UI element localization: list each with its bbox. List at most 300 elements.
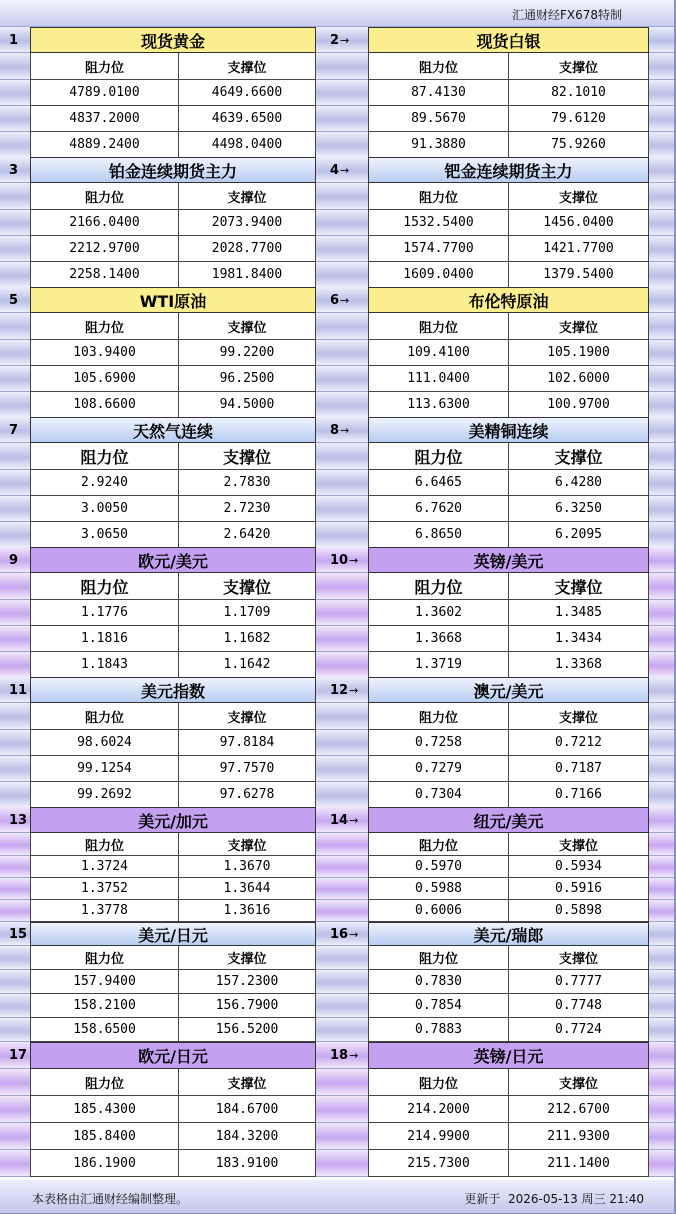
gutter-right <box>649 53 674 80</box>
instrument-number <box>316 922 368 946</box>
support-value: 75.9260 <box>508 132 649 158</box>
resistance-value: 1.3668 <box>368 626 509 652</box>
header-resistance: 阻力位 <box>368 833 509 856</box>
gutter-left <box>0 132 30 158</box>
support-value: 4649.6600 <box>178 80 316 106</box>
gutter-right <box>649 946 674 970</box>
support-value: 2073.9400 <box>178 210 316 236</box>
gutter-right <box>649 106 674 132</box>
header-support: 支撑位 <box>508 703 649 730</box>
resistance-value: 0.7258 <box>368 730 509 756</box>
support-value: 2.7830 <box>178 470 316 496</box>
header-support: 支撑位 <box>178 183 316 210</box>
gutter-right <box>649 970 674 994</box>
instrument-number-text: 11 <box>9 682 28 698</box>
instrument-number-text: 13 <box>9 812 28 828</box>
support-value: 212.6700 <box>508 1096 649 1123</box>
support-value: 82.1010 <box>508 80 649 106</box>
gutter-middle <box>316 573 368 600</box>
support-value: 0.7212 <box>508 730 649 756</box>
gutter-right <box>649 522 674 548</box>
header-support: 支撑位 <box>508 573 649 600</box>
instrument-number <box>316 547 368 573</box>
instrument-number <box>316 287 368 313</box>
gutter-right <box>649 1069 674 1096</box>
resistance-value: 4837.2000 <box>30 106 179 132</box>
gutter-right <box>649 236 674 262</box>
gutter-right <box>649 626 674 652</box>
gutter-middle <box>316 443 368 470</box>
support-value: 2.6420 <box>178 522 316 548</box>
resistance-value: 0.7854 <box>368 994 509 1018</box>
instrument-number <box>0 922 30 946</box>
gutter-right <box>649 80 674 106</box>
gutter-middle <box>316 600 368 626</box>
support-value: 97.7570 <box>178 756 316 782</box>
support-value: 0.7187 <box>508 756 649 782</box>
gutter-right <box>649 677 674 703</box>
support-value: 105.1900 <box>508 340 649 366</box>
instrument-number-text: 8 <box>330 422 340 438</box>
gutter-middle <box>316 900 368 922</box>
instrument-title: 现货黄金 <box>30 27 316 53</box>
gutter-middle <box>316 994 368 1018</box>
resistance-value: 1.1816 <box>30 626 179 652</box>
gutter-left <box>0 730 30 756</box>
support-value: 157.2300 <box>178 970 316 994</box>
gutter-middle <box>316 262 368 288</box>
gutter-right <box>649 1096 674 1123</box>
resistance-value: 89.5670 <box>368 106 509 132</box>
arrow-right-icon: → <box>340 163 350 177</box>
gutter-middle <box>316 970 368 994</box>
header-resistance: 阻力位 <box>30 703 179 730</box>
instrument-title: 欧元/日元 <box>30 1042 316 1069</box>
resistance-value: 214.2000 <box>368 1096 509 1123</box>
header-support: 支撑位 <box>508 183 649 210</box>
gutter-left <box>0 856 30 878</box>
instrument-number-text: 1 <box>9 32 19 48</box>
header-resistance: 阻力位 <box>30 573 179 600</box>
instrument-number-text: 5 <box>9 292 19 308</box>
gutter-middle <box>316 1150 368 1177</box>
instrument-title: 天然气连续 <box>30 417 316 443</box>
gutter-middle <box>316 756 368 782</box>
gutter-right <box>649 287 674 313</box>
gutter-left <box>0 756 30 782</box>
support-value: 79.6120 <box>508 106 649 132</box>
gutter-left <box>0 443 30 470</box>
resistance-value: 3.0650 <box>30 522 179 548</box>
support-value: 183.9100 <box>178 1150 316 1177</box>
instrument-number <box>0 27 30 53</box>
support-value: 1456.0400 <box>508 210 649 236</box>
header-resistance: 阻力位 <box>368 443 509 470</box>
arrow-right-icon: → <box>349 1049 359 1062</box>
resistance-value: 99.2692 <box>30 782 179 808</box>
resistance-value: 1.3719 <box>368 652 509 678</box>
arrow-right-icon: → <box>340 293 350 307</box>
resistance-value: 0.7279 <box>368 756 509 782</box>
gutter-middle <box>316 626 368 652</box>
resistance-value: 91.3880 <box>368 132 509 158</box>
gutter-left <box>0 80 30 106</box>
support-value: 102.6000 <box>508 366 649 392</box>
gutter-left <box>0 392 30 418</box>
gutter-middle <box>316 946 368 970</box>
gutter-left <box>0 1069 30 1096</box>
header-support: 支撑位 <box>508 1069 649 1096</box>
support-value: 6.4280 <box>508 470 649 496</box>
instrument-number <box>316 677 368 703</box>
instrument-number <box>316 417 368 443</box>
gutter-middle <box>316 366 368 392</box>
header-support: 支撑位 <box>178 313 316 340</box>
resistance-value: 1.1843 <box>30 652 179 678</box>
instrument-number <box>316 1042 368 1069</box>
gutter-left <box>0 106 30 132</box>
resistance-value: 1532.5400 <box>368 210 509 236</box>
resistance-value: 111.0400 <box>368 366 509 392</box>
support-value: 184.3200 <box>178 1123 316 1150</box>
resistance-value: 4789.0100 <box>30 80 179 106</box>
support-value: 97.8184 <box>178 730 316 756</box>
resistance-value: 0.5988 <box>368 878 509 900</box>
header-resistance: 阻力位 <box>30 183 179 210</box>
gutter-right <box>649 27 674 53</box>
resistance-value: 1609.0400 <box>368 262 509 288</box>
gutter-right <box>649 132 674 158</box>
gutter-right <box>649 183 674 210</box>
gutter-left <box>0 1150 30 1177</box>
header-support: 支撑位 <box>178 833 316 856</box>
source-label: 汇通财经FX678特制 <box>511 8 622 22</box>
instrument-title: 布伦特原油 <box>368 287 649 313</box>
instrument-number-text: 9 <box>9 552 19 568</box>
header-support: 支撑位 <box>508 833 649 856</box>
arrow-right-icon: → <box>349 683 359 697</box>
header-resistance: 阻力位 <box>368 1069 509 1096</box>
header-resistance: 阻力位 <box>368 53 509 80</box>
gutter-right <box>649 313 674 340</box>
gutter-right <box>649 210 674 236</box>
gutter-middle <box>316 183 368 210</box>
instrument-number <box>0 807 30 833</box>
gutter-left <box>0 366 30 392</box>
gutter-right <box>649 470 674 496</box>
updated-date: 2026-05-13 <box>507 1192 578 1206</box>
gutter-right <box>649 262 674 288</box>
header-resistance: 阻力位 <box>368 946 509 970</box>
gutter-left <box>0 782 30 808</box>
gutter-right <box>649 1018 674 1042</box>
gutter-left <box>0 573 30 600</box>
support-value: 1.3368 <box>508 652 649 678</box>
gutter-right <box>649 730 674 756</box>
support-value: 1.3616 <box>178 900 316 922</box>
gutter-right <box>649 443 674 470</box>
gutter-left <box>0 496 30 522</box>
support-value: 0.5916 <box>508 878 649 900</box>
resistance-value: 6.6465 <box>368 470 509 496</box>
gutter-right <box>649 994 674 1018</box>
instrument-number-text: 7 <box>9 422 19 438</box>
support-value: 0.7166 <box>508 782 649 808</box>
gutter-left <box>0 833 30 856</box>
header-resistance: 阻力位 <box>30 833 179 856</box>
gutter-middle <box>316 53 368 80</box>
arrow-right-icon: → <box>349 553 359 567</box>
gutter-right <box>649 417 674 443</box>
gutter-left <box>0 313 30 340</box>
support-value: 94.5000 <box>178 392 316 418</box>
resistance-value: 108.6600 <box>30 392 179 418</box>
gutter-right <box>649 703 674 730</box>
gutter-right <box>649 922 674 946</box>
resistance-value: 3.0050 <box>30 496 179 522</box>
support-value: 1.3434 <box>508 626 649 652</box>
resistance-value: 0.6006 <box>368 900 509 922</box>
instrument-title: 美元指数 <box>30 677 316 703</box>
header-support: 支撑位 <box>178 703 316 730</box>
support-value: 1421.7700 <box>508 236 649 262</box>
gutter-right <box>649 600 674 626</box>
instrument-number <box>0 677 30 703</box>
resistance-value: 0.5970 <box>368 856 509 878</box>
footer-note: 本表格由汇通财经编制整理。 <box>32 1192 189 1206</box>
instrument-number <box>0 1042 30 1069</box>
header-resistance: 阻力位 <box>368 573 509 600</box>
instrument-number <box>0 287 30 313</box>
instrument-title: 澳元/美元 <box>368 677 649 703</box>
gutter-middle <box>316 1018 368 1042</box>
gutter-left <box>0 1123 30 1150</box>
header-support: 支撑位 <box>508 443 649 470</box>
instrument-number-text: 18 <box>330 1048 349 1063</box>
resistance-value: 185.4300 <box>30 1096 179 1123</box>
instrument-number <box>0 547 30 573</box>
gutter-right <box>649 652 674 678</box>
resistance-value: 98.6024 <box>30 730 179 756</box>
gutter-right <box>649 1123 674 1150</box>
resistance-value: 2166.0400 <box>30 210 179 236</box>
instrument-number-text: 17 <box>9 1048 28 1063</box>
gutter-left <box>0 703 30 730</box>
resistance-value: 105.6900 <box>30 366 179 392</box>
resistance-value: 1.1776 <box>30 600 179 626</box>
gutter-middle <box>316 833 368 856</box>
support-value: 1.1642 <box>178 652 316 678</box>
gutter-middle <box>316 1069 368 1096</box>
gutter-middle <box>316 652 368 678</box>
header-support: 支撑位 <box>508 313 649 340</box>
gutter-left <box>0 878 30 900</box>
gutter-right <box>649 496 674 522</box>
support-value: 0.5934 <box>508 856 649 878</box>
gutter-left <box>0 470 30 496</box>
gutter-left <box>0 1096 30 1123</box>
support-value: 184.6700 <box>178 1096 316 1123</box>
gutter-left <box>0 626 30 652</box>
instrument-number <box>316 27 368 53</box>
gutter-right <box>649 756 674 782</box>
gutter-left <box>0 262 30 288</box>
gutter-middle <box>316 132 368 158</box>
resistance-value: 158.2100 <box>30 994 179 1018</box>
resistance-value: 157.9400 <box>30 970 179 994</box>
support-value: 1.3644 <box>178 878 316 900</box>
gutter-middle <box>316 106 368 132</box>
resistance-value: 0.7883 <box>368 1018 509 1042</box>
gutter-left <box>0 183 30 210</box>
instrument-title: 欧元/美元 <box>30 547 316 573</box>
support-value: 156.7900 <box>178 994 316 1018</box>
support-value: 6.2095 <box>508 522 649 548</box>
header-resistance: 阻力位 <box>368 313 509 340</box>
gutter-middle <box>316 210 368 236</box>
gutter-left <box>0 652 30 678</box>
support-value: 0.7748 <box>508 994 649 1018</box>
instrument-number-text: 2 <box>330 32 340 48</box>
header-support: 支撑位 <box>508 946 649 970</box>
instrument-title: 钯金连续期货主力 <box>368 157 649 183</box>
gutter-right <box>649 392 674 418</box>
header-resistance: 阻力位 <box>30 443 179 470</box>
instrument-number-text: 10 <box>330 552 349 568</box>
support-value: 6.3250 <box>508 496 649 522</box>
support-value: 0.7777 <box>508 970 649 994</box>
updated-weekday: 周三 <box>581 1192 606 1206</box>
resistance-value: 113.6300 <box>368 392 509 418</box>
gutter-right <box>649 1150 674 1177</box>
resistance-value: 1.3602 <box>368 600 509 626</box>
gutter-right <box>649 878 674 900</box>
gutter-left <box>0 1018 30 1042</box>
instrument-number-text: 14 <box>330 812 349 828</box>
instrument-number-text: 16 <box>330 926 349 942</box>
instrument-number <box>316 807 368 833</box>
instrument-number-text: 4 <box>330 162 340 178</box>
support-value: 100.9700 <box>508 392 649 418</box>
support-value: 0.7724 <box>508 1018 649 1042</box>
instrument-title: WTI原油 <box>30 287 316 313</box>
support-value: 156.5200 <box>178 1018 316 1042</box>
resistance-value: 6.7620 <box>368 496 509 522</box>
header-support: 支撑位 <box>178 573 316 600</box>
gutter-right <box>649 340 674 366</box>
instrument-title: 美元/瑞郎 <box>368 922 649 946</box>
resistance-value: 6.8650 <box>368 522 509 548</box>
support-value: 1.1682 <box>178 626 316 652</box>
support-value: 1.3485 <box>508 600 649 626</box>
gutter-left <box>0 53 30 80</box>
instrument-title: 现货白银 <box>368 27 649 53</box>
gutter-middle <box>316 856 368 878</box>
instrument-title: 铂金连续期货主力 <box>30 157 316 183</box>
gutter-right <box>649 833 674 856</box>
resistance-value: 2.9240 <box>30 470 179 496</box>
gutter-right <box>649 856 674 878</box>
footer-bar <box>0 1180 674 1213</box>
header-support: 支撑位 <box>508 53 649 80</box>
header-resistance: 阻力位 <box>368 183 509 210</box>
gutter-left <box>0 946 30 970</box>
resistance-value: 87.4130 <box>368 80 509 106</box>
resistance-value: 0.7830 <box>368 970 509 994</box>
gutter-middle <box>316 1096 368 1123</box>
support-value: 1.3670 <box>178 856 316 878</box>
gutter-middle <box>316 80 368 106</box>
arrow-right-icon: → <box>340 423 350 437</box>
gutter-left <box>0 994 30 1018</box>
header-resistance: 阻力位 <box>30 1069 179 1096</box>
header-support: 支撑位 <box>178 53 316 80</box>
resistance-value: 2258.1400 <box>30 262 179 288</box>
instrument-title: 英镑/日元 <box>368 1042 649 1069</box>
gutter-middle <box>316 470 368 496</box>
resistance-value: 109.4100 <box>368 340 509 366</box>
resistance-value: 185.8400 <box>30 1123 179 1150</box>
gutter-right <box>649 573 674 600</box>
support-value: 1.1709 <box>178 600 316 626</box>
resistance-value: 0.7304 <box>368 782 509 808</box>
header-support: 支撑位 <box>178 1069 316 1096</box>
header-resistance: 阻力位 <box>30 53 179 80</box>
instrument-title: 美精铜连续 <box>368 417 649 443</box>
gutter-right <box>649 366 674 392</box>
support-value: 4498.0400 <box>178 132 316 158</box>
resistance-value: 186.1900 <box>30 1150 179 1177</box>
gutter-left <box>0 600 30 626</box>
resistance-value: 1.3752 <box>30 878 179 900</box>
support-value: 0.5898 <box>508 900 649 922</box>
gutter-middle <box>316 703 368 730</box>
arrow-right-icon: → <box>349 813 359 827</box>
gutter-right <box>649 547 674 573</box>
instrument-number <box>316 157 368 183</box>
resistance-value: 215.7300 <box>368 1150 509 1177</box>
instrument-number-text: 12 <box>330 682 349 698</box>
support-value: 1981.8400 <box>178 262 316 288</box>
gutter-middle <box>316 236 368 262</box>
gutter-right <box>649 807 674 833</box>
gutter-left <box>0 236 30 262</box>
resistance-value: 2212.9700 <box>30 236 179 262</box>
gutter-middle <box>316 782 368 808</box>
updated-time: 21:40 <box>609 1192 644 1206</box>
resistance-value: 1574.7700 <box>368 236 509 262</box>
resistance-value: 99.1254 <box>30 756 179 782</box>
support-value: 211.9300 <box>508 1123 649 1150</box>
support-value: 96.2500 <box>178 366 316 392</box>
resistance-value: 1.3724 <box>30 856 179 878</box>
gutter-middle <box>316 496 368 522</box>
support-value: 99.2200 <box>178 340 316 366</box>
update-timestamp <box>464 1190 644 1207</box>
gutter-middle <box>316 522 368 548</box>
gutter-right <box>649 1042 674 1069</box>
support-value: 211.1400 <box>508 1150 649 1177</box>
support-value: 97.6278 <box>178 782 316 808</box>
header-support: 支撑位 <box>178 443 316 470</box>
support-value: 4639.6500 <box>178 106 316 132</box>
gutter-right <box>649 900 674 922</box>
header-resistance: 阻力位 <box>30 313 179 340</box>
instrument-title: 美元/加元 <box>30 807 316 833</box>
header-resistance: 阻力位 <box>30 946 179 970</box>
gutter-left <box>0 970 30 994</box>
top-bar <box>0 0 674 27</box>
